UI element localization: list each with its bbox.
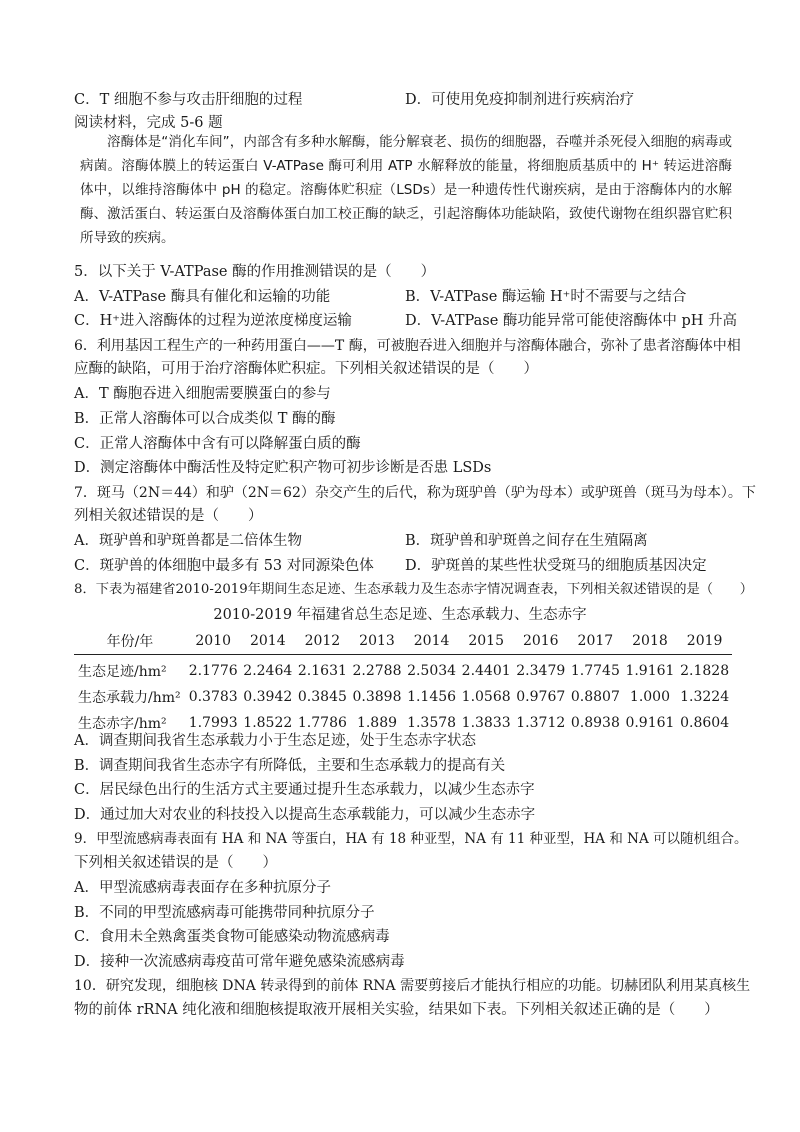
table-cell: 2.2788	[352, 663, 402, 679]
table-cell: 1.8522	[243, 715, 293, 731]
table-cell: 0.3845	[297, 689, 347, 705]
q6-option-d: D．测定溶酶体中酶活性及特定贮积产物可初步诊断是否患 LSDs	[74, 460, 492, 476]
q9-option-b: B．不同的甲型流感病毒可能携带同种抗原分子	[74, 905, 375, 921]
table-row-label: 生态赤字/hm²	[78, 716, 167, 732]
table-header-cell: 2017	[577, 633, 614, 649]
q6-stem-line2: 应酶的缺陷，可用于治疗溶酶体贮积症。下列相关叙述错误的是（ ）	[74, 361, 538, 377]
table-header-cell: 2016	[522, 633, 559, 649]
table-header-cell: 2019	[686, 633, 723, 649]
table-cell: 0.8604	[680, 715, 730, 731]
passage-text: 溶酶体是“消化车间”，内部含有多种水解酶，能分解衰老、损伤的细胞器，吞噬并杀死侵入细胞的病毒或病菌。溶酶体膜上的转运蛋白 V-ATPase 酶可利用 ATP 水解释放的能量，将细胞质基质中的 H⁺ 转运进溶酶体中，以维持溶酶体中 pH 的稳定。溶酶体贮积症（LSDs）是一种遗传性代谢疾病，是由于溶酶体内的水解酶、激活蛋白、转运蛋白及溶酶体蛋白加工校正酶的缺乏，引起溶酶体功能缺陷，致使代谢物在组织器官贮积所导致的疾病。	[80, 134, 732, 246]
table-cell: 2.3479	[516, 663, 566, 679]
q7-option-d: D．驴斑兽的某些性状受斑马的细胞质基因决定	[405, 558, 707, 574]
q5-stem: 5．以下关于 V-ATPase 酶的作用推测错误的是（ ）	[74, 264, 436, 280]
table-header-cell: 年份/年	[106, 634, 154, 650]
table-cell: 2.5034	[407, 663, 457, 679]
q9-stem-line2: 下列相关叙述错误的是（ ）	[74, 855, 277, 871]
table-cell: 1.3833	[461, 715, 511, 731]
table-cell: 1.0568	[461, 689, 511, 705]
q10-stem-line2: 物的前体 rRNA 纯化液和细胞核提取液开展相关实验，结果如下表。下列相关叙述正确的是（ ）	[74, 1002, 719, 1018]
q8-option-b: B．调查期间我省生态赤字有所降低，主要和生态承载力的提高有关	[74, 758, 506, 774]
table-cell: 0.8938	[570, 715, 620, 731]
q7-option-c: C．斑驴兽的体细胞中最多有 53 对同源染色体	[74, 558, 374, 574]
q8-stem: 8．下表为福建省2010-2019年期间生态足迹、生态承载力及生态赤字情况调查表，下列相关叙述错误的是（ ）	[74, 582, 753, 597]
q8-option-d: D．通过加大对农业的科技投入以提高生态承载能力，可以减少生态赤字	[74, 807, 536, 823]
q8-table-title: 2010-2019 年福建省总生态足迹、生态承载力、生态赤字	[213, 607, 587, 623]
q8-option-c: C．居民绿色出行的生活方式主要通过提升生态承载力，以减少生态赤字	[74, 782, 535, 798]
table-cell: 0.3942	[243, 689, 293, 705]
q5-option-d: D．V-ATPase 酶功能异常可能使溶酶体中 pH 升高	[405, 313, 738, 329]
table-header-cell: 2014	[249, 633, 286, 649]
q7-stem-line2: 列相关叙述错误的是（ ）	[74, 508, 263, 524]
table-cell: 1.000	[629, 689, 670, 705]
table-cell: 0.9767	[516, 689, 566, 705]
table-cell: 1.1456	[407, 689, 457, 705]
table-header-cell: 2014	[413, 633, 450, 649]
reading-passage	[80, 130, 732, 250]
table-row-label: 生态承载力/hm²	[78, 690, 181, 706]
table-cell: 0.9161	[625, 715, 675, 731]
q6-option-a: A．T 酶胞吞进入细胞需要膜蛋白的参与	[74, 386, 331, 402]
q8-data-table	[74, 628, 732, 736]
table-cell: 1.7745	[570, 663, 620, 679]
q9-option-a: A．甲型流感病毒表面存在多种抗原分子	[74, 880, 331, 896]
table-cell: 1.7786	[297, 715, 347, 731]
table-row	[74, 655, 732, 685]
q5-option-b: B．V-ATPase 酶运输 H⁺时不需要与之结合	[405, 289, 687, 305]
q6-option-c: C．正常人溶酶体中含有可以降解蛋白质的酶	[74, 436, 361, 452]
q6-option-b: B．正常人溶酶体可以合成类似 T 酶的酶	[74, 411, 336, 427]
table-cell: 2.1828	[680, 663, 730, 679]
table-cell: 1.3578	[407, 715, 457, 731]
q7-option-a: A．斑驴兽和驴斑兽都是二倍体生物	[74, 533, 302, 549]
table-cell: 0.3783	[188, 689, 238, 705]
table-header-cell: 2010	[195, 633, 232, 649]
q5-option-c: C．H⁺进入溶酶体的过程为逆浓度梯度运输	[74, 313, 352, 329]
table-cell: 1.3224	[680, 689, 730, 705]
table-header-row	[74, 628, 732, 655]
table-cell: 0.8807	[570, 689, 620, 705]
table-cell: 1.3712	[516, 715, 566, 731]
q9-stem-line1: 9．甲型流感病毒表面有 HA 和 NA 等蛋白，HA 有 18 种亚型，NA 有 11 种亚型，HA 和 NA 可以随机组合。	[74, 831, 748, 847]
q4-option-c: C．T 细胞不参与攻击肝细胞的过程	[74, 92, 303, 108]
q7-option-b: B．斑驴兽和驴斑兽之间存在生殖隔离	[405, 533, 648, 549]
reading-header: 阅读材料，完成 5-6 题	[74, 115, 223, 131]
table-cell: 1.9161	[625, 663, 675, 679]
table-cell: 2.2464	[243, 663, 293, 679]
table-cell: 2.1631	[297, 663, 347, 679]
table-header-cell: 2018	[632, 633, 668, 649]
q10-stem-line1: 10．研究发现，细胞核 DNA 转录得到的前体 RNA 需要剪接后才能执行相应的功能。切赫团队利用某真核生	[74, 978, 751, 994]
table-header-cell: 2012	[304, 633, 341, 649]
table-header-cell: 2015	[468, 633, 504, 649]
table-cell: 0.3898	[352, 689, 402, 705]
table-cell: 2.1776	[188, 663, 238, 679]
q8-option-a: A．调查期间我省生态承载力小于生态足迹，处于生态赤字状态	[74, 733, 476, 749]
q5-option-a: A．V-ATPase 酶具有催化和运输的功能	[74, 289, 331, 305]
table-cell: 1.7993	[188, 715, 238, 731]
q9-option-c: C．食用未全熟禽蛋类食物可能感染动物流感病毒	[74, 929, 390, 945]
q9-option-d: D．接种一次流感病毒疫苗可常年避免感染流感病毒	[74, 954, 405, 970]
table-cell: 2.4401	[461, 663, 511, 679]
q6-stem-line1: 6．利用基因工程生产的一种药用蛋白——T 酶，可被胞吞进入细胞并与溶酶体融合，弥补了患者溶酶体中相	[74, 338, 741, 354]
table-row-label: 生态足迹/hm²	[78, 664, 167, 680]
q7-stem-line1: 7．斑马（2N＝44）和驴（2N＝62）杂交产生的后代，称为斑驴兽（驴为母本）或驴斑兽（斑马为母本）。下	[74, 485, 756, 501]
table-row	[74, 684, 732, 710]
q4-option-d: D．可使用免疫抑制剂进行疾病治疗	[405, 92, 635, 108]
table-header-cell: 2013	[359, 633, 395, 649]
table-cell: 1.889	[356, 715, 398, 731]
